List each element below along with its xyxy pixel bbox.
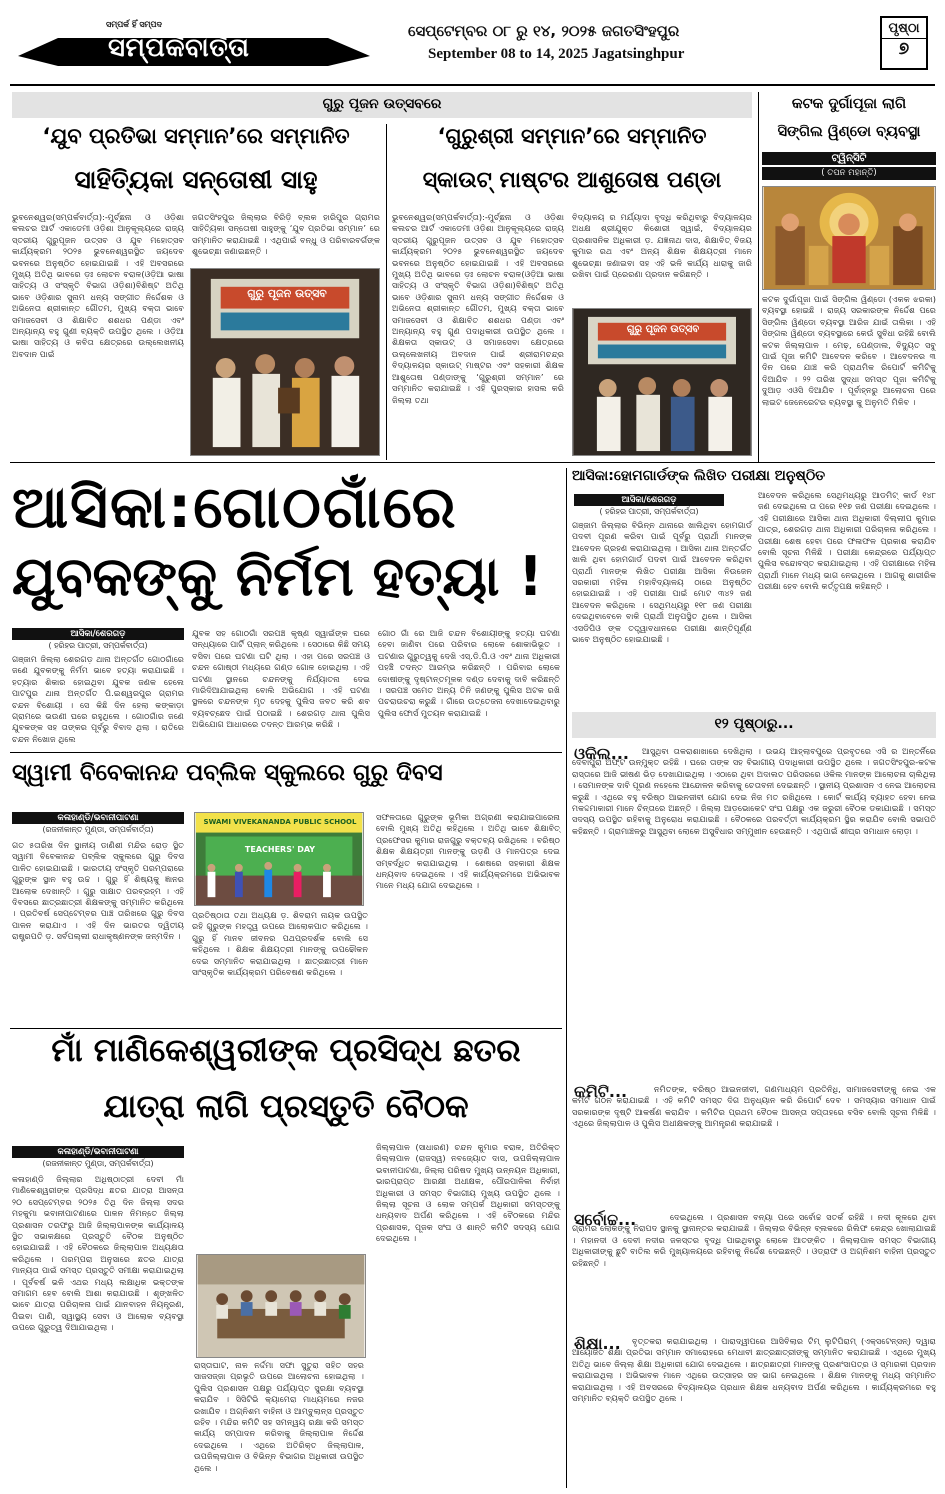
column-divider-3 — [566, 468, 567, 1488]
story4-column-3: ଗୋଠ ଗାଁ ରେ ଆଜି ଚନ୍ଦନ ବିଶୋୟୀଙ୍କୁ ହତ୍ୟା ଘଟଣା ହେବା ଜାଣିବା ପରେ ପରିବାର ଲୋକେ ଶୋକାଭିଭୂତ । ଘଟଣାର ଗୁରୁତ୍ୱକୁ ଦେଖି ଏସ୍.ଡି.ପି.ଓ ଏବଂ ଥାନା ଅଧିକାରୀ ପହଞ୍ଚି ତଦନ୍ତ ଆରମ୍ଭ କରିଛନ୍ତି । ପରିବାର ଲୋକେ ଦୋଷୀଙ୍କୁ ଦୃଷ୍ଟାନ୍ତମୂଳକ ଦଣ୍ଡ ଦେବାକୁ ଦାବି କରିଛନ୍ତି । ସରପଞ୍ଚ ସମେତ ଅନ୍ୟ ତିନି ଜଣଙ୍କୁ ପୁଲିସ ଅଟକ ରଖି ପଚରାଉଚରା କରୁଛି । ଗାଁରେ ଉତ୍ତେଜନା ଦେଖାଦେଇଥିବାରୁ ପୁଲିସ ଫୋର୍ସ ମୁତୟନ କରାଯାଇଛି । — [378, 628, 563, 718]
story5-tag: ଆସିକା/ଶେରଗଡ଼ — [574, 494, 724, 506]
story1-photo — [190, 268, 380, 456]
story4-headline-2: ଯୁବକଙ୍କୁ ନିର୍ମମ ହତ୍ୟା ! — [12, 545, 543, 608]
continuation-banner-text: ୧୨ ପୃଷ୍ଠାରୁ... — [714, 716, 794, 732]
story2-photo — [572, 308, 752, 456]
committee-body: ନମିତଙ୍କ, ବରିଷ୍ଠ ଆଇନଜୀବୀ, ଗଣମାଧ୍ୟମ ପ୍ରତିନିଧି, ସାମାଜସେବୀଙ୍କୁ ନେଇ ଏକ କମିଟି ଗଠନ କରାଯାଇଛି । ଏହି କମିଟି ସମସ୍ତ ଦିଗ ଅନୁଧ୍ୟାନ କରି ରିପୋର୍ଟ ଦେବ । ସମସ୍ୟାର ସମାଧାନ ପାଇଁ ସରକାରଙ୍କ ଦୃଷ୍ଟି ଆକର୍ଷଣ କରାଯିବ । କମିଟିର ପ୍ରଥମ ବୈଠକ ଆସନ୍ତା ସପ୍ତାହରେ ବସିବ ବୋଲି ସୂଚନା ମିଳିଛି । ଏଥିରେ ଜିଲ୍ଲାପାଳ ଓ ପୁଲିସ ଅଧୀକ୍ଷକଙ୍କୁ ଆମନ୍ତ୍ରଣ କରାଯାଇଛି । — [572, 1084, 939, 1129]
story6-column-2: ପ୍ରତିଷ୍ଠାତା ତଥା ଅଧ୍ୟକ୍ଷ ଡ଼. ଶିବରାମ ନାୟକ ଉପସ୍ଥିତ ରହି ଗୁରୁଙ୍କ ମହତ୍ତ୍ୱ ଉପରେ ଆଲୋକପାତ କରିଥିଲେ । ଗୁରୁ ହିଁ ମାନବ ଜୀବନର ପଥପ୍ରଦର୍ଶକ ବୋଲି ସେ କହିଥିଲେ । ଶିକ୍ଷକ ଶିକ୍ଷୟତ୍ରୀ ମାନଙ୍କୁ ଉପଢୌକନ ଦେଇ ସମ୍ମାନିତ କରାଯାଇଥିଲା । ଛାତ୍ରଛାତ୍ରୀ ମାନେ ସାଂସ୍କୃତିକ କାର୍ଯ୍ୟକ୍ରମ ପରିବେଷଣ କରିଥିଲେ । — [192, 910, 371, 978]
story7-byline: (ରଜନୀକାନ୍ତ ମୁଣ୍ଡା, ସମ୍ପର୍କବାର୍ତ୍ତା) — [42, 1159, 154, 1168]
masthead-date-english: September 08 to 14, 2025 Jagatsinghpur — [428, 46, 685, 62]
okila-kicker: ଓକିଲ... — [574, 744, 630, 763]
story2-column-1: ଭୁବନେଶ୍ୱର(ସମ୍ପର୍କବାର୍ତ୍ତା):-ମୁର୍ଚ୍ଛନା ଓ ଓଡ଼ିଶା କଲଚର ଆର୍ଟ ଏକାଡେମୀ ଓଡ଼ିଶା ଆନୁକୂଲ୍ୟରେ ରାଜ୍ୟ ସ୍ତରୀୟ ଗୁରୁପୂଜନ ଉତ୍ସବ ଓ ଯୁବ ମହୋତ୍ସବ କାର୍ଯ୍ୟକ୍ରମ ୨୦୨୫ ଭୁବନେଶ୍ୱରସ୍ଥିତ ଜୟଦେବ ଭବନରେ ଅନୁଷ୍ଠିତ ହୋଇଯାଇଛି । ଏହି ଅବସରରେ ମୁଖ୍ୟ ଅତିଥି ଭାବରେ ଡ଼ଃ ଲୋଚନ ବରାଳ(ଓଡ଼ିଆ ଭାଷା ସାହିତ୍ୟ ଓ ସଂସ୍କୃତି ବିଭାଗ ଓଡ଼ିଶା)ବିଶିଷ୍ଟ ଅତିଥି ଭାବେ ଓଡ଼ିଶାର ସୁନାମ ଧନ୍ୟ ସଙ୍ଗୀତ ନିର୍ଦ୍ଦେଶକ ଓ ଅଭିନେତା ଶ୍ରୀକାନ୍ତ ଗୌତମ, ମୁଖ୍ୟ ବକ୍ତା ଭାବେ ସମାଜସେବୀ ଓ ଶିକ୍ଷାବିତ ଶଶଧର ପଣ୍ଡା ଏବଂ ଅନ୍ୟାନ୍ୟ ବହୁ ଗୁଣ ପଦାଧିକାରୀ ଉପସ୍ଥିତ ଥିଲେ । ଶିକ୍ଷକତା ସ୍କାଉଟ୍ ଓ ସମାଜସେବା କ୍ଷେତ୍ରରେ ଉଲ୍ଲେଖନୀୟ ଅବଦାନ ପାଇଁ ଶ୍ରୀରାମଚନ୍ଦ୍ର ବିଦ୍ୟାଳୟର ସ୍କାଉଟ୍ ମାଷ୍ଟର ଏବଂ ସହକାରୀ ଶିକ୍ଷକ ଆଶୁତୋଷ ପଣ୍ଡାଙ୍କୁ ‘ଗୁରୁଶ୍ରୀ ସମ୍ମାନ’ ରେ ସମ୍ମାନିତ କରାଯାଇଛି । ଏହି ପୁରସ୍କାର ହାସଲ କରି ଜିଲ୍ଲା ତଥା — [392, 212, 567, 405]
column-divider-1 — [386, 124, 387, 460]
logo-title: ସମ୍ପର୍କବାର୍ତ୍ତା — [108, 33, 250, 63]
story1-column-2: ଜଗତସିଂହପୁର ଜିଲ୍ଲାର ବିରିଡ଼ି ବ୍ଲକ ହାରିପୁର ଗ୍ରାମର ସାହିତ୍ୟିକା ସନ୍ତୋଷୀ ସାହୁଙ୍କୁ ‘ଯୁବ ପ୍ରତିଭା ସମ୍ମାନ’ ରେ ସମ୍ମାନିତ କରାଯାଇଛି । ଏଥିପାଇଁ ବନ୍ଧୁ ଓ ପରିବାରବର୍ଗଙ୍କ ଶୁଭେଚ୍ଛା ଜଣାଇଛନ୍ତି । — [192, 212, 383, 257]
story7-headline-1: ମାଁ ମାଣିକେଶ୍ୱରୀଙ୍କ ପ୍ରସିଦ୍ଧ ଛତର — [51, 1031, 521, 1069]
durga-idol-photo-icon — [763, 187, 935, 289]
story2-headline-2: ସ୍କାଉଟ୍ ମାଷ୍ଟର ଆଶୁତୋଷ ପଣ୍ଡା — [422, 168, 722, 193]
masthead-divider — [10, 84, 935, 86]
page-number-box — [880, 16, 928, 70]
story6-tag: କଳାହାଣ୍ଡି/ଭବାନୀପାଟଣା — [12, 812, 184, 824]
committee-kicker: କମିଟି... — [574, 1082, 628, 1101]
story7-column-2-top: ରାସ୍ତାଘାଟ, ନାଳ ନର୍ଦ୍ଦମା ସଫା ସୁତୁରା ସହିତ ସହର ସାଜସଜ୍ଜା ପ୍ରଭୃତି ଉପରେ ଆଲୋଚନା ହୋଇଥିଲା । ପୁଲିସ ପ୍ରଶାସନ ପକ୍ଷରୁ ପର୍ଯ୍ୟାପ୍ତ ସୁରକ୍ଷା ବ୍ୟବସ୍ଥା କରାଯିବ । ସିସିଟିଭି କ୍ୟାମେରା ମାଧ୍ୟମରେ ନଜର ରଖାଯିବ । ଅଗ୍ନିଶମ ବାହିନୀ ଓ ଆମ୍ବୁଲାନ୍ସ ପ୍ରସ୍ତୁତ ରହିବ । ମନ୍ଦିର କମିଟି ସହ ସମନ୍ୱୟ ରକ୍ଷା କରି ସମସ୍ତ କାର୍ଯ୍ୟ ସମ୍ପାଦନ କରିବାକୁ ଜିଲ୍ଲାପାଳ ନିର୍ଦ୍ଦେଶ ଦେଇଥିଲେ । ଏଥିରେ ଅତିରିକ୍ତ ଜିଲ୍ଲାପାଳ, ଉପଜିଲ୍ଲାପାଳ ଓ ବିଭିନ୍ନ ବିଭାଗର ଅଧିକାରୀ ଉପସ୍ଥିତ ଥିଲେ । — [194, 1360, 367, 1473]
shiksha-body: ବୃତ୍ତକରା କରାଯାଇଥିଲା । ପାରାଦ୍ୱୀପରେ ଆସିବିଲାର ଟିମ୍ ଲୁଟିପିରାମ୍ (ଏକ୍ସଟେନ୍ସନ୍) ଦ୍ୱାରା ଆୟୋଜିତ ଶିକ୍ଷା ପ୍ରତିଭା ସମ୍ମାନ ସମାରୋହରେ ମେଧାବୀ ଛାତ୍ରଛାତ୍ରୀଙ୍କୁ ସମ୍ମାନିତ କରାଯାଇଛି । ଏଥିରେ ମୁଖ୍ୟ ଅତିଥି ଭାବେ ଜିଲ୍ଲା ଶିକ୍ଷା ଅଧିକାରୀ ଯୋଗ ଦେଇଥିଲେ । ଛାତ୍ରଛାତ୍ରୀ ମାନଙ୍କୁ ପ୍ରଶଂସାପତ୍ର ଓ ସ୍ମାରକୀ ପ୍ରଦାନ କରାଯାଇଥିଲା । ଅଭିଭାବକ ମାନେ ଏଥିରେ ଉତ୍ସାହର ସହ ଭାଗ ନେଇଥିଲେ । ଶିକ୍ଷକ ମାନଙ୍କୁ ମଧ୍ୟ ସମ୍ମାନିତ କରାଯାଇଥିଲା । ଏହି ଅବସରରେ ବିଦ୍ୟାଳୟର ପ୍ରଧାନ ଶିକ୍ଷକ ଧନ୍ୟବାଦ ଅର୍ପଣ କରିଥିଲେ । କାର୍ଯ୍ୟକ୍ରମରେ ବହୁ ସମ୍ମାନିତ ବ୍ୟକ୍ତି ଉପସ୍ଥିତ ଥିଲେ । — [572, 1336, 939, 1404]
story3-photo — [762, 186, 936, 290]
school-stage-photo-icon — [195, 813, 363, 905]
story6-column-1: ଗତ ୫ତାରିଖ ଦିନ ସ୍ଥାନୀୟ ଡାଣିଶୀ ମନ୍ଦିର ରୋଡ଼ ସ୍ଥିତ ସ୍ୱାମୀ ବିବେକାନନ୍ଦ ପବ୍ଲିକ ସ୍କୁଲରେ ଗୁରୁ ଦିବସ ପାଳିତ ହୋଇଯାଇଛି । ଭାରତୀୟ ସଂସ୍କୃତି ପରମ୍ପରାରେ ଗୁରୁଙ୍କ ସ୍ଥାନ ବହୁ ଉଚ୍ଚ । ଗୁରୁ ହିଁ ଶିଷ୍ୟକୁ ଜ୍ଞାନର ଆଲୋକ ଦେଖାନ୍ତି । ଗୁରୁ ସାକ୍ଷାତ ପରବ୍ରହ୍ମ । ଏହି ଦିବସରେ ଛାତ୍ରଛାତ୍ରୀ ଶିକ୍ଷକଙ୍କୁ ସମ୍ମାନିତ କରିଥିଲେ । ପ୍ରତିବର୍ଷ ସେପ୍ଟେମ୍ବର ପାଞ୍ଚ ତାରିଖରେ ଗୁରୁ ଦିବସ ପାଳନ କରାଯାଏ । ଏହି ଦିନ ଭାରତର ଦ୍ୱିତୀୟ ରାଷ୍ଟ୍ରପତି ଡ଼. ସର୍ବପଲ୍ଲୀ ରାଧାକୃଷ୍ଣନଙ୍କ ଜନ୍ମଦିନ । — [12, 840, 187, 942]
story5-headline: ଆସିକା:ହୋମଗାର୍ଡଙ୍କ ଲିଖିତ ପରୀକ୍ଷା ଅନୁଷ୍ଠିତ — [572, 468, 826, 484]
column-divider-2 — [758, 92, 759, 462]
story1-headline-2: ସାହିତ୍ୟିକା ସନ୍ତୋଷୀ ସାହୁ — [74, 165, 318, 194]
sarbochha-body: ଦେଇଥିଲେ । ପ୍ରଶାସନ ବନ୍ୟା ପରେ ସର୍ବୋଚ୍ଚ ସତର୍କ ରହିଛି । ନଦୀ କୂଳରେ ଥିବା ଗ୍ରାମର ଲୋକଙ୍କୁ ନିରାପଦ ସ୍ଥାନକୁ ସ୍ଥାନାନ୍ତର କରାଯାଇଛି । ଜିଲ୍ଲାର ବିଭିନ୍ନ ବ୍ଲକରେ ରିଲିଫ କେନ୍ଦ୍ର ଖୋଲାଯାଇଛି । ମହାନଦୀ ଓ ଦେବୀ ନଦୀର ଜଳସ୍ତର ବୃଦ୍ଧି ପାଇଥିବାରୁ ଲୋକେ ଆତଙ୍କିତ । ଜିଲ୍ଲାପାଳ ସମସ୍ତ ବିଭାଗୀୟ ଅଧିକାରୀଙ୍କୁ ଛୁଟି ବାତିଲ କରି ମୁଖ୍ୟାଳୟରେ ରହିବାକୁ ନିର୍ଦ୍ଦେଶ ଦେଇଛନ୍ତି । ଓଡ୍ରାଫ ଓ ଅଗ୍ନିଶମ ବାହିନୀ ପ୍ରସ୍ତୁତ ରହିଛନ୍ତି । — [572, 1212, 939, 1268]
story6-photo-sub: TEACHERS' DAY — [244, 845, 316, 854]
story6-headline: ସ୍ୱାମୀ ବିବେକାନନ୍ଦ ପବ୍ଲିକ ସ୍କୁଲରେ ଗୁରୁ ଦିବସ — [12, 760, 443, 786]
story4-headline-1: ଆସିକା:ଗୋଠଗାଁରେ — [12, 473, 458, 541]
story5-column-2: ଆବେଦନ କରିଥିଲେ ସେଥିମଧ୍ୟରୁ ଆଡମିଟ୍ କାର୍ଡ ୧୪୮ ଜଣ ଦେଇଥିଲେ ତା ପରେ ୧୧୭ ଜଣ ପରୀକ୍ଷା ଦେଇଥିଲେ । ଏହି ପରୀକ୍ଷାରେ ଆସିକା ଥାନା ଅଧିକାରୀ ଦିଲ୍ଲୀପ କୁମାର ପାତ୍ର, ଶେରଗଡ଼ ଥାନା ଅଧିକାରୀ ପରିଚାଳନା କରିଥିଲେ । ପରୀକ୍ଷା ଶେଷ ହେବା ପରେ ଫଳାଫଳ ପ୍ରକାଶ କରାଯିବ ବୋଲି ସୂଚନା ମିଳିଛି । ପରୀକ୍ଷା କେନ୍ଦ୍ରରେ ପର୍ଯ୍ୟାପ୍ତ ପୁଲିସ ବନ୍ଦୋବସ୍ତ କରାଯାଇଥିଲା । ଏହି ପରୀକ୍ଷାରେ ମହିଳା ପ୍ରାର୍ଥୀ ମାନେ ମଧ୍ୟ ଭାଗ ନେଇଥିଲେ । ଆଗକୁ ଶାରୀରିକ ପରୀକ୍ଷା ହେବ ବୋଲି କର୍ତ୍ତୃପକ୍ଷ କହିଛନ୍ତି । — [758, 490, 939, 592]
story3-tag: ଟ୍ୱିନ୍‌ସିଟି — [762, 152, 936, 165]
story4-column-2: ଯୁବକ ସହ ଗୋଠଗାଁ ସରପଞ୍ଚ କୃଷ୍ଣ ସ୍ୱାଇଁଙ୍କ ଘରେ ସନ୍ଧ୍ୟାରେ ପାର୍ଟି ପ୍ଲାନ୍ କରିଥିଲେ । ସେଠାରେ କିଛି ସମୟ ବସିବା ପରେ ଘଟଣା ଘଟି ଥିଲା । ଏହା ପରେ ସରପଞ୍ଚ ଓ ଚନ୍ଦନ ଗୋଷ୍ଠୀ ମଧ୍ୟରେ ଗଣ୍ଡ ଗୋଳ ହୋଇଥିଲା । ଏହି ଘଟଣା ସ୍ଥାନରେ ଚନ୍ଦନଙ୍କୁ ନିର୍ଯ୍ୟାତନା ଦେଇ ମାରିଦିଆଯାଇଥିଲା ବୋଲି ଅଭିଯୋଗ । ଏହି ଘଟଣା ସ୍ଥଳରେ ଚନ୍ଦନଙ୍କ ମୃତ ଦେହକୁ ପୁଲିସ ଜବତ କରି ଶବ ବ୍ୟବଚ୍ଛେଦ ପାଇଁ ପଠାଇଛି । ଶେରଗଡ଼ ଥାନା ପୁଲିସ ଅଭିଯୋଗ ଆଧାରରେ ତଦନ୍ତ ଆରମ୍ଭ କରିଛି । — [192, 628, 373, 730]
story7-column-1: କଳାହାଣ୍ଡି ଜିଲ୍ଲାର ଅଧିଷ୍ଠାତ୍ରୀ ଦେବୀ ମାଁ ମାଣିକେଶ୍ୱରୀଙ୍କ ପ୍ରସିଦ୍ଧ ଛତର ଯାତ୍ରା ଆସନ୍ତା ୨୦ ସେପ୍ଟେମ୍ବର ୨୦୨୫ ତିଥି ଦିନ ଜିଲ୍ଲା ସଦର ମହକୁମା ଭବାନୀପାଟଣାରେ ପାଳନ ନିମନ୍ତେ ଜିଲ୍ଲା ପ୍ରଶାସନ ତରଫରୁ ଆଜି ଜିଲ୍ଲାପାଳଙ୍କ କାର୍ଯ୍ୟାଳୟ ସ୍ଥିତ ସଭାକକ୍ଷରେ ପ୍ରସ୍ତୁତି ବୈଠକ ଅନୁଷ୍ଠିତ ହୋଇଯାଇଛି । ଏହି ବୈଠକରେ ଜିଲ୍ଲାପାଳ ଅଧ୍ୟକ୍ଷତା କରିଥିଲେ । ପରମ୍ପରା ଅନୁସାରେ ଛତର ଯାତ୍ରା ମାନ୍ୟତା ପାଇଁ ସମସ୍ତ ପ୍ରସ୍ତୁତି ସମୀକ୍ଷା କରାଯାଇଥିଲା । ପୂର୍ବବର୍ଷ ଭଳି ଏଥର ମଧ୍ୟ ଲକ୍ଷାଧିକ ଭକ୍ତଙ୍କ ସମାଗମ ହେବ ବୋଲି ଆଶା କରାଯାଉଛି । ଶୃଙ୍ଖଳିତ ଭାବେ ଯାତ୍ରା ପରିଚାଳନା ପାଇଁ ଯାନବାହନ ନିୟନ୍ତ୍ରଣ, ପିଇବା ପାଣି, ସ୍ୱାସ୍ଥ୍ୟ ସେବା ଓ ଆଲୋକ ବ୍ୟବସ୍ଥା ଉପରେ ଗୁରୁତ୍ୱ ଦିଆଯାଇଥିଲା । — [12, 1174, 187, 1333]
story7-photo — [196, 1254, 366, 1358]
story6-top-rule — [10, 752, 562, 753]
story3-headline-2: ସିଙ୍ଗିଲ ୱିଣ୍ଡୋ ବ୍ୟବସ୍ଥା — [777, 124, 921, 140]
top-section-bottom-rule — [10, 462, 935, 463]
shiksha-kicker: ଶିକ୍ଷା... — [574, 1334, 621, 1353]
story5-column-1: ଗଞ୍ଜାମ ଜିଲ୍ଲାର ବିଭିନ୍ନ ଥାନାରେ ଖାଲିଥିବା ହୋମଗାର୍ଡ ପଦବୀ ପୂରଣ କରିବା ପାଇଁ ପୂର୍ବରୁ ପ୍ରାର୍ଥୀ ମାନଙ୍କ ଆବେଦନ ଗ୍ରହଣ କରାଯାଇଥିଲା । ଆସିକା ଥାନା ଅନ୍ତର୍ଗତ ଖାଲି ଥିବା ହୋମଗାର୍ଡ ପଦବୀ ପାଇଁ ଆବେଦନ କରିଥିବା ପ୍ରାର୍ଥୀ ମାନଙ୍କ ଲିଖିତ ପରୀକ୍ଷା ଆସିକା ନିଉଜେନ ସରକାରୀ ମହିଳା ମହାବିଦ୍ୟାଳୟ ଠାରେ ଅନୁଷ୍ଠିତ ହୋଇଯାଇଛି । ଏହି ପରୀକ୍ଷା ପାଇଁ ମୋଟ ୩୪୨ ଜଣ ଆବେଦନ କରିଥିଲେ । ସେଥିମଧ୍ୟରୁ ୧୧୮ ଜଣ ପରୀକ୍ଷା ଦେଇଥିବାବେଳେ ବାକି ପ୍ରାର୍ଥୀ ଅନୁପସ୍ଥିତ ଥିଲେ । ଆସିକା ଏସଡିପିଓ ଙ୍କ ତତ୍ତ୍ୱାବଧାନରେ ପରୀକ୍ଷା ଶାନ୍ତିପୂର୍ଣ୍ଣ ଭାବେ ଅନୁଷ୍ଠିତ ହୋଇଯାଇଛି । — [572, 520, 755, 645]
story6-column-3: ସଫଳତାରେ ଗୁରୁଙ୍କ ଭୂମିକା ଅଗ୍ରଣୀ କରାଯାଇପାରେନା ବୋଲି ମୁଖ୍ୟ ଅତିଥି କହିଥିଲେ । ଅତିଥି ଭାବେ ଶିକ୍ଷାବିତ୍ ପ୍ରଫେସର କୁମାର ରାଜଗୁରୁ ବକ୍ତବ୍ୟ ରଖିଥିଲେ । ବରିଷ୍ଠ ଶିକ୍ଷକ ଶିକ୍ଷୟତ୍ରୀ ମାନଙ୍କୁ ଉଡ଼ଣି ଓ ମାନପତ୍ର ଦେଇ ସମ୍ବର୍ଦ୍ଧିତ କରାଯାଇଥିଲା । ଶେଷରେ ସହକାରୀ ଶିକ୍ଷକ ଧନ୍ୟବାଦ ଦେଇଥିଲେ । ଏହି କାର୍ଯ୍ୟକ୍ରମରେ ଅଭିଭାବକ ମାନେ ମଧ୍ୟ ଯୋଗ ଦେଇଥିଲେ । — [376, 812, 563, 891]
masthead-date-odia: ସେପ୍ଟେମ୍ବର ୦୮ ରୁ ୧୪, ୨୦୨୫ ଜଗତସିଂହପୁର — [408, 22, 680, 40]
story7-top-rule — [10, 1028, 562, 1029]
logo-tagline: ସମ୍ପର୍କ ହିଁ ସମ୍ପଦ — [106, 20, 163, 29]
sarbochha-kicker: ସର୍ବୋଚ୍ଚ... — [574, 1210, 637, 1229]
okila-body: ଆସୁଥିବା ତାକରାଶାଖାରେ ଦେଖିଥିଲା । ଉଭୟ ଆହ୍ଲାବପୁରେ ପ୍ରବୃତରେ ଏସି ର ଅନ୍ତର୍ନିରେ ଦେବାପୁରା ଅଫ୍ଟ ଉନ୍ମୁକ୍ତ ରହିଛି । ଘରେ ତାଙ୍କ ସହ ବିଭାଗୀୟ ପଦାଧିକାରୀ ଉପସ୍ଥିତ ଥିଲେ । ଜଗତସିଂହପୁର-କଟକ ରାସ୍ତାରେ ଆଜି ଭୀଷଣ ଭିଡ଼ ଦେଖାଯାଇଥିଲା । ଏଠାରେ ଥିବା ଅଦାଲତ ପରିସରରେ ଓକିଲ ମାନଙ୍କ ଆଲୋଚନା ଚାଲିଥିଲା । ସେମାନଙ୍କ ଦାବି ପୂରଣ ନହେଲେ ଆନ୍ଦୋଳନ କରିବାକୁ ଚେତାବନୀ ଦେଇଛନ୍ତି । ସ୍ଥାନୀୟ ପ୍ରଶାସନ ଏ ନେଇ ଆଲୋଚନା କରୁଛି । ଏଥିରେ ବହୁ ବରିଷ୍ଠ ଆଇନଜୀବୀ ଯୋଗ ଦେଇ ନିଜ ମତ ରଖିଥିଲେ । କୋର୍ଟ କାର୍ଯ୍ୟ ବ୍ୟାହତ ହେବା ନେଇ ମକଦ୍ଦମାକାରୀ ମାନେ ଚିନ୍ତାରେ ଅଛନ୍ତି । ଜିଲ୍ଲା ଆଡ଼ଭୋକେଟ ସଂଘ ପକ୍ଷରୁ ଏକ ଜରୁରୀ ବୈଠକ ଡକାଯାଇଛି । ସମସ୍ତ ସଦସ୍ୟ ଉପସ୍ଥିତ ରହିବାକୁ ଅନୁରୋଧ କରାଯାଇଛି । ବୈଠକରେ ପରବର୍ତ୍ତୀ କାର୍ଯ୍ୟକ୍ରମ ସ୍ଥିର କରାଯିବ ବୋଲି ସଭାପତି କହିଛନ୍ତି । ଗ୍ରାମାଞ୍ଚଳରୁ ଆସୁଥିବା ଲୋକେ ଅସୁବିଧାର ସମ୍ମୁଖୀନ ହେଉଛନ୍ତି । ଏଥିପାଇଁ ଶୀଘ୍ର ସମାଧାନ ଲୋଡ଼ା । — [572, 746, 939, 836]
story6-photo — [194, 812, 364, 906]
story3-byline: ( ତପନ ମହାନ୍ତି) — [762, 167, 936, 180]
story6-photo-banner: SWAMI VIVEKANANDA PUBLIC SCHOOL — [203, 818, 357, 826]
masthead — [10, 14, 935, 74]
meeting-room-photo-icon — [197, 1255, 365, 1357]
story3-headline-1: କଟକ ଦୁର୍ଗାପୂଜା ଲାଗି — [791, 96, 907, 112]
story4-column-1: ଗଞ୍ଜାମ ଜିଲ୍ଲା ଶେରଗଡ଼ ଥାନା ଅନ୍ତର୍ଗତ ଗୋଠଗାଁରେ ଜଣେ ଯୁବକଙ୍କୁ ନିର୍ମମ ଭାବେ ହତ୍ୟା କରାଯାଇଛି । ହତ୍ୟାର ଶିକାର ହୋଇଥିବା ଯୁବକ ଜଣକ ହେଲେ ପାଟପୁର ଥାନା ଅନ୍ତର୍ଗତ ପି.ଇଶ୍ୱରପୁର ଗ୍ରାମର ଚନ୍ଦନ ବିଶୋୟୀ । ସେ କିଛି ଦିନ ହେଲା କଙ୍କାଡ଼ା ଗ୍ରାମରେ ଭଉଣୀ ଘରେ ରହୁଥିଲେ । ଗୋଠଗାଁର ଜଣେ ଯୁବକଙ୍କ ସହ ତାଙ୍କର ପୂର୍ବରୁ ବିବାଦ ଥିଲା । ରାତିରେ ଚନ୍ଦନ ନିଖୋଜ ଥିଲେ — [12, 654, 187, 744]
section-banner-text: ଗୁରୁ ପୂଜନ ଉତ୍ସବରେ — [322, 96, 442, 112]
story4-tag: ଆସିକା/ଶେରଗଡ଼ — [12, 628, 184, 640]
story6-byline: (ରଜନୀକାନ୍ତ ମୁଣ୍ଡା, ସମ୍ପର୍କବାର୍ତ୍ତା) — [42, 825, 154, 834]
page-number-label: ପୃଷ୍ଠା — [882, 21, 926, 39]
story1-photo-caption: ଗୁରୁ ପୂଜନ ଉତ୍ସବ — [247, 287, 327, 300]
story1-column-1: ଭୁବନେଶ୍ୱର(ସମ୍ପର୍କବାର୍ତ୍ତା):-ମୁର୍ଚ୍ଛନା ଓ ଓଡ଼ିଶା କଲଚର ଆର୍ଟ ଏକାଡେମୀ ଓଡ଼ିଶା ଆନୁକୂଲ୍ୟରେ ରାଜ୍ୟ ସ୍ତରୀୟ ଗୁରୁପୂଜନ ଉତ୍ସବ ଓ ଯୁବ ମହୋତ୍ସବ କାର୍ଯ୍ୟକ୍ରମ ୨୦୨୫ ଭୁବନେଶ୍ୱରସ୍ଥିତ ଜୟଦେବ ଭବନରେ ଅନୁଷ୍ଠିତ ହୋଇଯାଇଛି । ଏହି ଅବସରରେ ମୁଖ୍ୟ ଅତିଥି ଭାବରେ ଡ଼ଃ ଲୋଚନ ବରାଳ(ଓଡ଼ିଆ ଭାଷା ସାହିତ୍ୟ ଓ ସଂସ୍କୃତି ବିଭାଗ ଓଡ଼ିଶା)ବିଶିଷ୍ଟ ଅତିଥି ଭାବେ ଓଡ଼ିଶାର ସୁନାମ ଧନ୍ୟ ସଙ୍ଗୀତ ନିର୍ଦ୍ଦେଶକ ଓ ଅଭିନେତା ଶ୍ରୀକାନ୍ତ ଗୌତମ, ମୁଖ୍ୟ ବକ୍ତା ଭାବେ ସମାଜସେବୀ ଓ ଶିକ୍ଷାବିତ ଶଶଧର ପଣ୍ଡା ଏବଂ ଅନ୍ୟାନ୍ୟ ବହୁ ଗୁଣୀ ବ୍ୟକ୍ତି ଉପସ୍ଥିତ ଥିଲେ । ଓଡ଼ିଆ ଭାଷା ସାହିତ୍ୟ ଓ କବିତା କ୍ଷେତ୍ରରେ ଉଲ୍ଲେଖନୀୟ ଅବଦାନ ପାଇଁ — [12, 212, 187, 359]
story4-byline: ( ହରିହର ପାତ୍ରୀ, ସମ୍ପର୍କବାର୍ତ୍ତା) — [48, 641, 148, 650]
story2-headline-1: ‘ଗୁରୁଶ୍ରୀ ସମ୍ମାନ’ରେ ସମ୍ମାନିତ — [437, 124, 707, 148]
story3-body: କଟକ ଦୁର୍ଗାପୂଜା ପାଇଁ ସିଙ୍ଗିଲ ୱିଣ୍ଡୋ (ଏକକ ଝରକା) ବ୍ୟବସ୍ଥା ହୋଇଛି । ରାଜ୍ୟ ସରକାରଙ୍କ ନିର୍ଦ୍ଦେଶ ପରେ ସିଙ୍ଗିଲ ୱିଣ୍ଡୋ ବ୍ୟବସ୍ଥା ଆରିଜ ଯାଇଁ ତାଲିକା । ଏହି ସିଙ୍ଗଲ ୱିଣ୍ଡୋ ବ୍ୟବସ୍ଥାରେ କେଉଁ ସୁବିଧା ରହିଛି ବୋଲି କଟକ ଜିଲ୍ଲାପାଳ । ମେଢ଼, ପେଣ୍ଡାଲ, ବିଦ୍ୟୁତ ସବୁ ପାଇଁ ପୂଜା କମିଟି ଆବେଦନ କରିବେ । ଆବେଦନର ୩ ଦିନ ପରେ ଯାଞ୍ଚ କରି ପ୍ରାଥମିକ ରିପୋର୍ଟ କମିଟିକୁ ଦିଆଯିବ । ୨୨ ତାରିଖ ସୁଦ୍ଧା ସମସ୍ତ ପୂଜା କମିଟିକୁ ଦୁଆଡ଼ ଏଓସି ଦିଆଯିବ । ପୂର୍ବାହ୍ନରୁ ଆଲୋଚନା ପରେ ଲାଇଟ ଜେନେରେଟର ବ୍ୟବସ୍ଥା କୁ ଅନୁମତି ମିଳିବ । — [762, 294, 939, 407]
page-number: ୭ — [898, 39, 910, 59]
story2-photo-caption: ଗୁରୁ ପୂଜନ ଉତ୍ସବ — [626, 324, 700, 335]
story2-column-2: ବିଦ୍ୟାଳୟ ର ମର୍ଯ୍ୟାଦା ବୃଦ୍ଧି କରିଥିବାରୁ ବିଦ୍ୟାଳୟର ଅଧକ୍ଷ ଶ୍ରୀଯୁକ୍ତ କିଶୋରୀ ସ୍ୱାଇଁ, ବିଦ୍ୟାଳୟର ପ୍ରଶାସନିକ ଅଧିକାରୀ ଡ଼. ଯଜ୍ଞନାଥ ଦାସ, ଶିକ୍ଷାବିତ୍ ବିଜୟ କୁମାର ରଥ ଏବଂ ଅନ୍ୟ ଶିକ୍ଷକ ଶିକ୍ଷୟତ୍ରୀ ମାନେ ଶୁଭେଚ୍ଛା ଜଣାଇବା ସହ ଏହି ଭଳି କାର୍ଯ୍ୟ ଧାରାକୁ ଜାରି ରଖିବା ପାଇଁ ପ୍ରେରଣା ପ୍ରଦାନ କରିଛନ୍ତି । — [572, 212, 755, 280]
story7-headline-2: ଯାତ୍ରା ଲାଗି ପ୍ରସ୍ତୁତି ବୈଠକ — [103, 1087, 469, 1125]
story7-column-3: ଜିଲ୍ଲାପାଳ (ସାଧାରଣ) ଚନ୍ଦନ କୁମାର ବରାଳ, ଅତିରିକ୍ତ ଜିଲ୍ଲାପାଳ (ରାଜସ୍ୱ) ନବଜ୍ୟୋତ ଦାସ, ଉପଜିଲ୍ଲାପାଳ ଭବାନୀପାଟଣା, ଜିଲ୍ଲା ପରିଷଦ ମୁଖ୍ୟ ଉନ୍ନୟନ ଅଧିକାରୀ, ଭାରପ୍ରାପ୍ତ ଆରକ୍ଷୀ ଅଧୀକ୍ଷକ, ପୌରପାଳିକା ନିର୍ବାହୀ ଅଧିକାରୀ ଓ ସମସ୍ତ ବିଭାଗୀୟ ମୁଖ୍ୟ ଉପସ୍ଥିତ ଥିଲେ । ଜିଲ୍ଲା ସୂଚନା ଓ ଲୋକ ସମ୍ପର୍କ ଅଧିକାରୀ ସମସ୍ତଙ୍କୁ ଧନ୍ୟବାଦ ଅର୍ପଣ କରିଥିଲେ । ଏହି ବୈଠକରେ ମନ୍ଦିର ପ୍ରଶାସକ, ପୂଜକ ସଂଘ ଓ ଶାନ୍ତି କମିଟି ସଦସ୍ୟ ଯୋଗ ଦେଇଥିଲେ । — [376, 1142, 563, 1244]
story5-byline: ( ହରିହର ପାତ୍ରୀ, ସମ୍ପର୍କବାର୍ତ୍ତା) — [599, 507, 699, 516]
story7-tag: କଳାହାଣ୍ଡି/ଭବାନୀପାଟଣା — [12, 1146, 184, 1158]
logo — [18, 20, 378, 68]
story1-headline-1: ‘ଯୁବ ପ୍ରତିଭା ସମ୍ମାନ’ରେ ସମ୍ମାନିତ — [42, 124, 350, 148]
